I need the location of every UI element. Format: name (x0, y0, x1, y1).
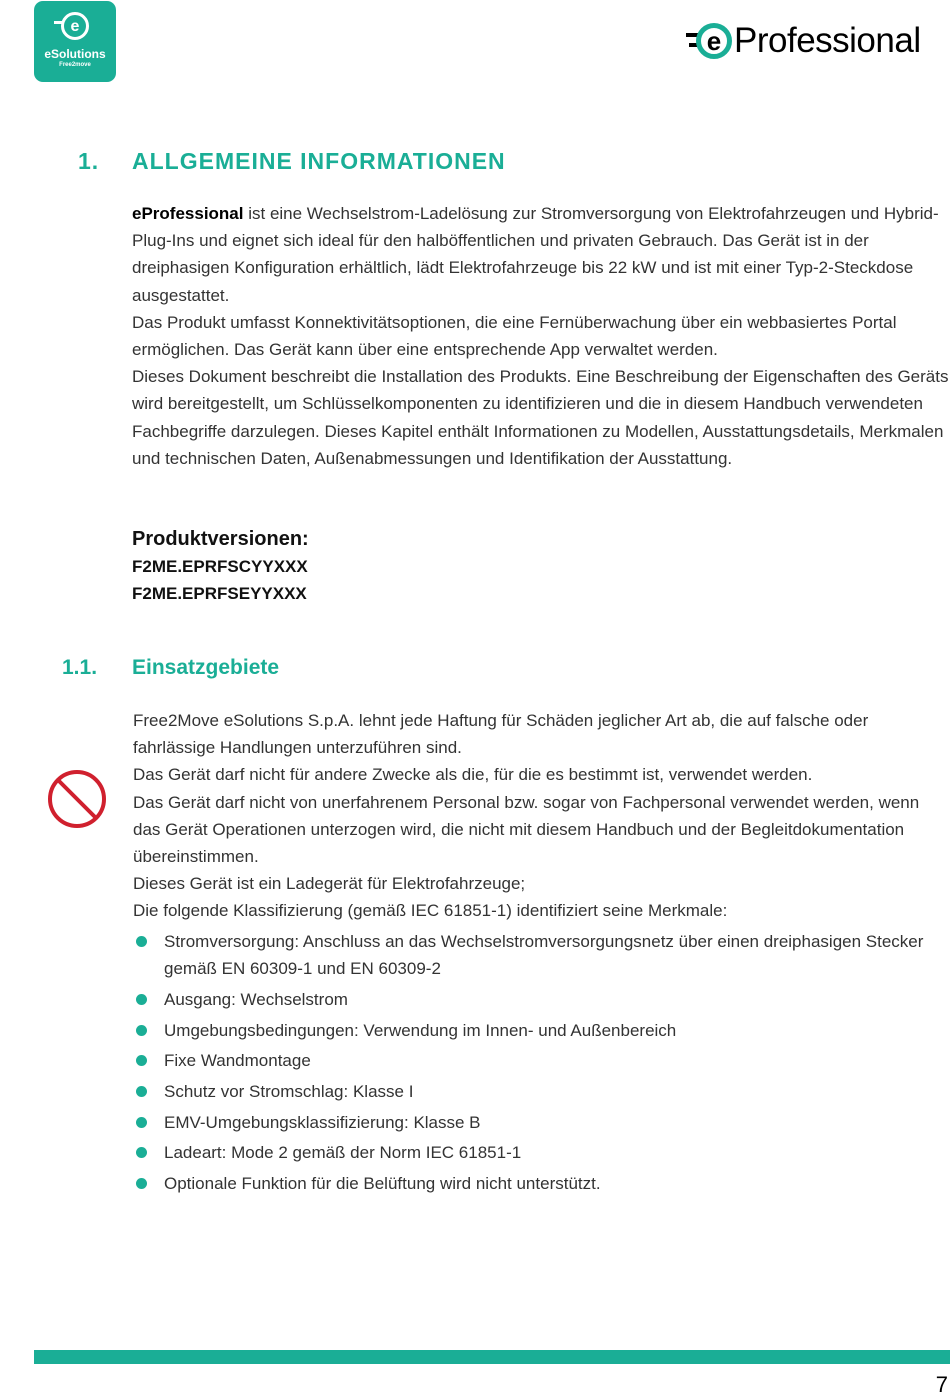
bullet-icon (136, 1178, 147, 1189)
product-versions (132, 526, 309, 607)
list-item: Stromversorgung: Anschluss an das Wechselstromversorgungsnetz über einen dreiphasigen Stecker gemäß EN 60309-1 und EN 60309-2 (133, 928, 950, 982)
bullet-icon (136, 1147, 147, 1158)
usage-line: Das Gerät darf nicht für andere Zwecke als die, für die es bestimmt ist, verwendet werden. (133, 765, 813, 785)
subsection-number: 1.1. (62, 656, 98, 679)
product-name: eProfessional (132, 204, 244, 223)
list-item: Ausgang: Wechselstrom (133, 986, 950, 1013)
intro-paragraph: eProfessional ist eine Wechselstrom-Ladelösung zur Stromversorgung von Elektrofahrzeugen und Hybrid-Plug-Ins und eignet sich ideal für den halböffentlichen und privaten Gebrauch. Das Gerät ist in der dreiphasigen Konfiguration erhältlich, lädt Elektrofahrzeuge bis 22 kW und ist mit einer Typ-2-Steckdose ausgestattet. (132, 204, 939, 305)
list-item: Ladeart: Mode 2 gemäß der Norm IEC 61851-1 (133, 1139, 950, 1166)
bullet-icon (136, 1117, 147, 1128)
versions-title: Produktversionen: (132, 528, 309, 550)
eprofessional-logo (686, 21, 948, 61)
section-title: ALLGEMEINE INFORMATIONEN (132, 148, 506, 174)
bullet-icon (136, 1025, 147, 1036)
version-code: F2ME.EPRFSCYYXXX (132, 557, 308, 576)
logo-sub: Free2move (59, 62, 91, 68)
version-code: F2ME.EPRFSEYYXXX (132, 584, 307, 603)
bullet-icon (136, 936, 147, 947)
list-item: Umgebungsbedingungen: Verwendung im Innen- und Außenbereich (133, 1017, 950, 1044)
list-item: Schutz vor Stromschlag: Klasse I (133, 1078, 950, 1105)
intro-text (132, 200, 950, 472)
list-item: Optionale Funktion für die Belüftung wird nicht unterstützt. (133, 1170, 950, 1197)
esolutions-logo (34, 1, 116, 82)
list-item: Fixe Wandmontage (133, 1047, 950, 1074)
e-ring-icon: e (696, 23, 732, 59)
subsection-heading (62, 656, 279, 680)
classification-list (133, 928, 950, 1201)
bullet-icon (136, 1055, 147, 1066)
section-number: 1. (78, 148, 100, 174)
footer-bar (34, 1350, 950, 1364)
subsection-title: Einsatzgebiete (132, 656, 280, 679)
usage-line: Die folgende Klassifizierung (gemäß IEC 61851-1) identifiziert seine Merkmale: (133, 901, 728, 921)
bullet-icon (136, 994, 147, 1005)
document-scope-paragraph: Dieses Dokument beschreibt die Installation des Produkts. Eine Beschreibung der Eigenschaften des Geräts wird bereitgestellt, um Schlüsselkomponenten zu identifizieren und die in diesem Handbuch verwendeten Fachbegriffe darzulegen. Dieses Kapitel enthält Informationen zu Modellen, Ausstattungsdetails, Merkmalen und technischen Daten, Außenabmessungen und Identifikation der Ausstattung. (132, 367, 949, 468)
logo-name: eSolutions (44, 47, 106, 61)
connectivity-paragraph: Das Produkt umfasst Konnektivitätsoptionen, die eine Fernüberwachung über ein webbasiertes Portal ermöglichen. Das Gerät kann über eine entsprechende App verwaltet werden. (132, 312, 897, 360)
prohibited-icon (46, 768, 108, 830)
usage-line: Dieses Gerät ist ein Ladegerät für Elektrofahrzeuge; (133, 874, 526, 894)
usage-line: Free2Move eSolutions S.p.A. lehnt jede Haftung für Schäden jeglicher Art ab, die auf falsche oder fahrlässige Handlungen unterzuführen sind. (133, 711, 869, 758)
bullet-icon (136, 1086, 147, 1097)
section-heading (78, 148, 506, 175)
usage-text (133, 707, 950, 925)
list-item: EMV-Umgebungsklassifizierung: Klasse B (133, 1109, 950, 1136)
page-number: 7 (935, 1372, 948, 1397)
usage-line: Das Gerät darf nicht von unerfahrenem Personal bzw. sogar von Fachpersonal verwendet werden, wenn das Gerät Operationen unterzogen wird, die nicht mit diesem Handbuch und der Begleitdokumentation übereinstimmen. (133, 792, 920, 867)
logo-wordmark: Professional (734, 21, 921, 60)
plug-prong-icon (54, 21, 64, 24)
plug-e-icon: e (61, 12, 89, 40)
